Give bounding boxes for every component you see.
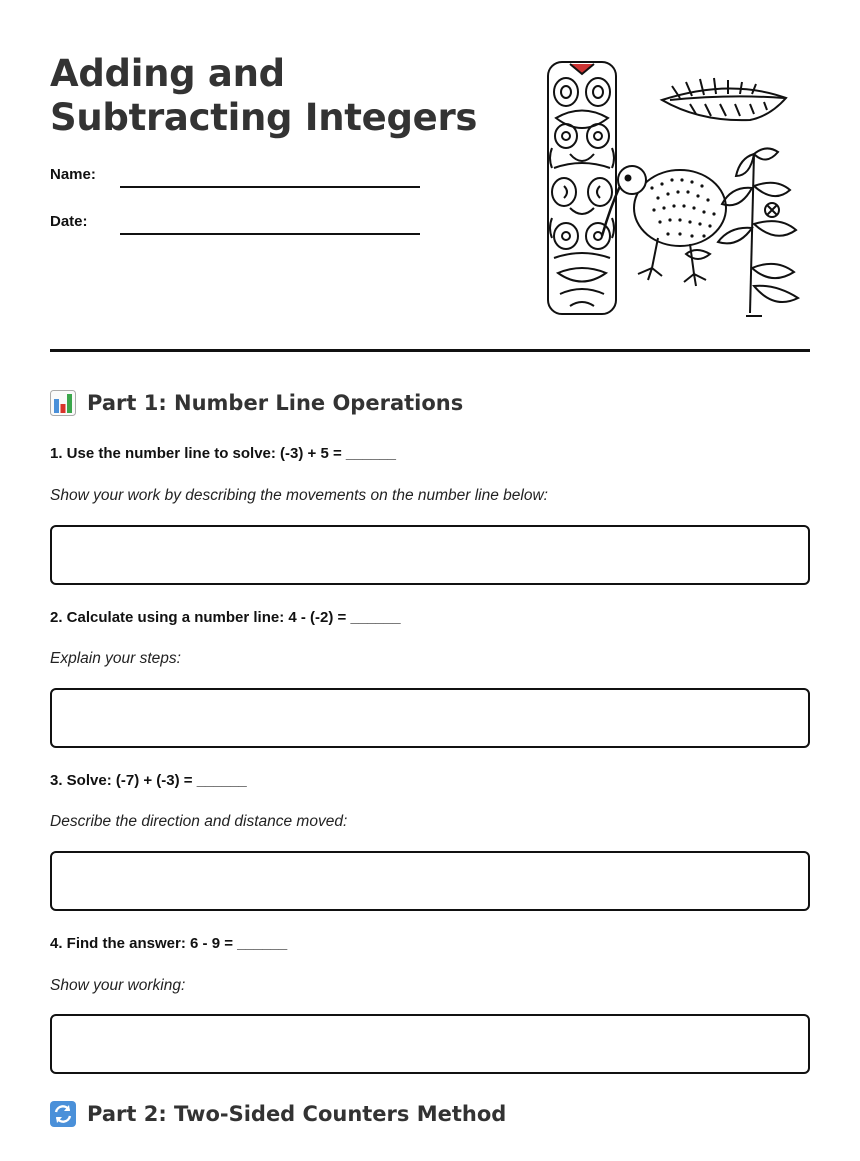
header-illustration	[540, 58, 810, 320]
part2-heading	[50, 1101, 506, 1127]
name-label: Name:	[50, 166, 96, 183]
part1-heading	[50, 390, 463, 416]
answer-box-3[interactable]	[50, 851, 810, 911]
feather-icon	[662, 78, 786, 120]
part2-heading-text: Part 2: Two-Sided Counters Method	[87, 1102, 507, 1126]
repeat-arrows-icon	[50, 1101, 76, 1127]
date-field[interactable]	[120, 233, 420, 235]
question-1-hint: Show your work by describing the movements on the number line below:	[50, 487, 548, 504]
question-2: 2. Calculate using a number line: 4 - (-2) = ______	[50, 609, 401, 626]
bar-chart-icon	[50, 390, 76, 416]
kiwi-bird-icon	[602, 166, 726, 286]
name-field[interactable]	[120, 186, 420, 188]
header-divider	[50, 349, 810, 352]
question-3-hint: Describe the direction and distance moved:	[50, 813, 348, 830]
part1-heading-text: Part 1: Number Line Operations	[87, 391, 464, 415]
date-label: Date:	[50, 213, 88, 230]
question-1: 1. Use the number line to solve: (-3) + 5 = ______	[50, 445, 396, 462]
answer-box-2[interactable]	[50, 688, 810, 748]
question-2-hint: Explain your steps:	[50, 650, 181, 667]
answer-box-1[interactable]	[50, 525, 810, 585]
question-3: 3. Solve: (-7) + (-3) = ______	[50, 772, 247, 789]
worksheet-title: Adding and Subtracting Integers	[50, 52, 478, 139]
question-4: 4. Find the answer: 6 - 9 = ______	[50, 935, 288, 952]
answer-box-4[interactable]	[50, 1014, 810, 1074]
carved-pou-icon	[548, 62, 616, 314]
question-4-hint: Show your working:	[50, 977, 186, 994]
